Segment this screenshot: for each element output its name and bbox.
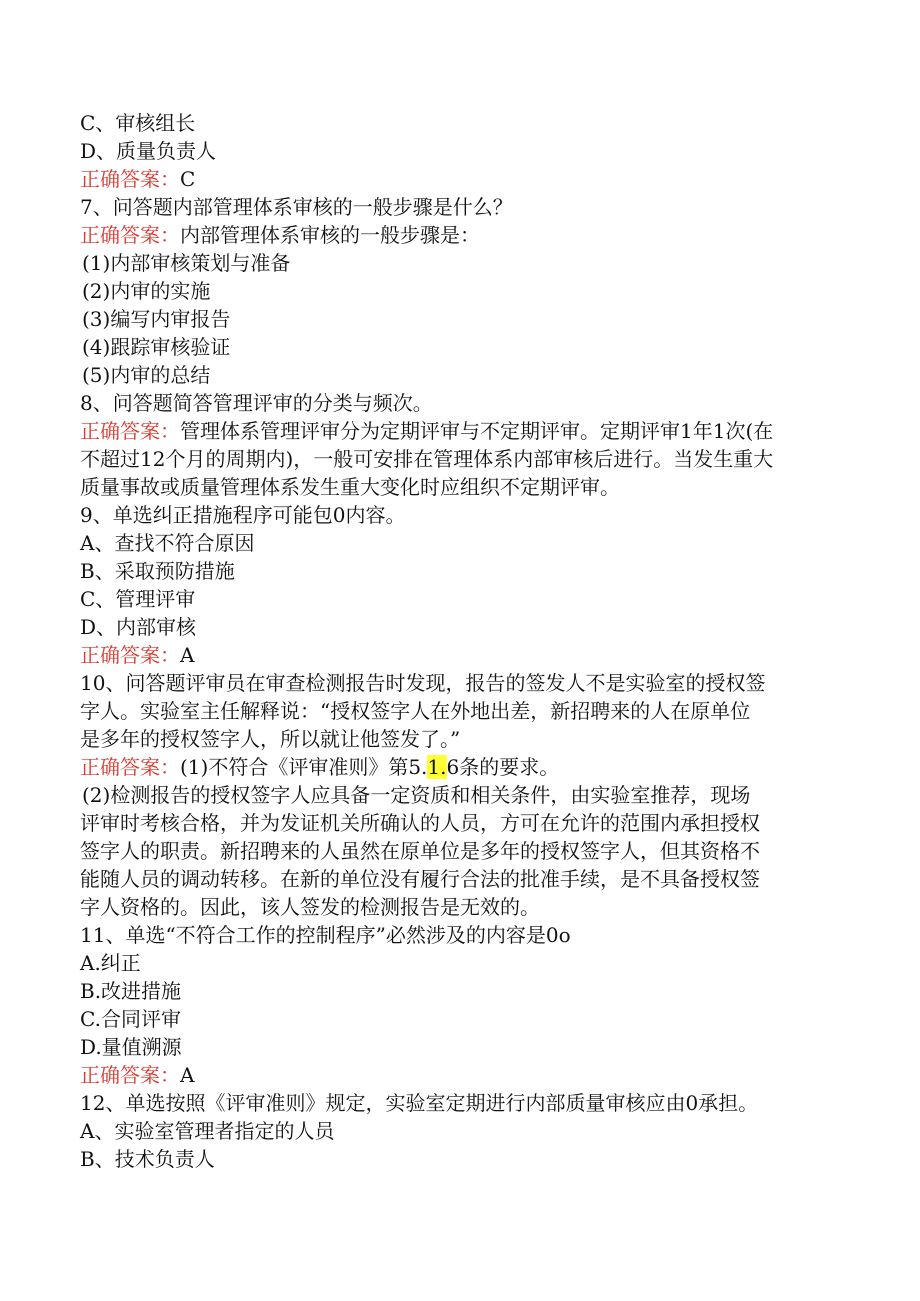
- q11-option-d: D.量值溯源: [80, 1035, 182, 1059]
- q12-option-a: A、实验室管理者指定的人员: [80, 1119, 335, 1143]
- q7-step: (1)内部审核策划与准备: [82, 251, 291, 275]
- document-body: [80, 109, 840, 1173]
- q10-question-cont: 是多年的授权签字人，所以就让他签发了。”: [80, 727, 461, 751]
- answer-text: 内部管理体系审核的一般步骤是：: [180, 223, 480, 247]
- q11-option-b: B.改进措施: [80, 979, 182, 1003]
- q10-answer-cont: 字人资格的。因此，该人签发的检测报告是无效的。: [80, 895, 540, 919]
- q11-option-a: A.纠正: [80, 951, 141, 975]
- q6-option-d: D、质量负责人: [80, 139, 217, 163]
- highlighted-text: 1.: [427, 755, 447, 779]
- q7-step: (2)内审的实施: [82, 279, 211, 303]
- answer-text: 6条的要求。: [446, 755, 560, 779]
- answer-label: 正确答案：: [80, 223, 180, 247]
- q11-question: 11、单选“不符合工作的控制程序”必然涉及的内容是0o: [80, 923, 571, 947]
- q8-answer-cont: 不超过12个月的周期内)，一般可安排在管理体系内部审核后进行。当发生重大: [80, 447, 774, 471]
- answer-text: 管理体系管理评审分为定期评审与不定期评审。定期评审1年1次(在: [180, 419, 774, 443]
- q8-answer: [80, 417, 840, 445]
- answer-text: (1)不符合《评审准则》第5.: [180, 755, 428, 779]
- q9-answer: [80, 641, 840, 669]
- q7-question: 7、问答题内部管理体系审核的一般步骤是什么？: [80, 195, 513, 219]
- answer-label: 正确答案：: [80, 643, 180, 667]
- q6-answer: [80, 165, 840, 193]
- answer-label: 正确答案：: [80, 1063, 180, 1087]
- q11-answer: [80, 1061, 840, 1089]
- q12-question: 12、单选按照《评审准则》规定，实验室定期进行内部质量审核应由0承担。: [80, 1091, 759, 1115]
- q12-option-b: B、技术负责人: [80, 1147, 215, 1171]
- answer-value: C: [180, 167, 196, 191]
- q9-question: 9、单选纠正措施程序可能包0内容。: [80, 503, 406, 527]
- q10-question-cont: 字人。实验室主任解释说：“授权签字人在外地出差，新招聘来的人在原单位: [80, 699, 751, 723]
- q10-question: 10、问答题评审员在审查检测报告时发现，报告的签发人不是实验室的授权签: [80, 671, 766, 695]
- answer-label: 正确答案：: [80, 167, 180, 191]
- q8-answer-cont: 质量事故或质量管理体系发生重大变化时应组织不定期评审。: [80, 475, 620, 499]
- q10-answer-cont: (2)检测报告的授权签字人应具备一定资质和相关条件，由实验室推荐，现场: [82, 783, 751, 807]
- q7-step: (5)内审的总结: [82, 363, 211, 387]
- answer-label: 正确答案：: [80, 755, 180, 779]
- q7-answer: [80, 221, 840, 249]
- q9-option-b: B、采取预防措施: [80, 559, 235, 583]
- q10-answer-cont: 能随人员的调动转移。在新的单位没有履行合法的批准手续，是不具备授权签: [80, 867, 760, 891]
- q8-question: 8、问答题简答管理评审的分类与频次。: [80, 391, 433, 415]
- q10-answer: [80, 753, 840, 781]
- answer-value: A: [180, 1063, 195, 1087]
- q9-option-a: A、查找不符合原因: [80, 531, 255, 555]
- q9-option-d: D、内部审核: [80, 615, 197, 639]
- q7-step: (4)跟踪审核验证: [82, 335, 231, 359]
- q11-option-c: C.合同评审: [80, 1007, 181, 1031]
- q7-step: (3)编写内审报告: [82, 307, 231, 331]
- q10-answer-cont: 签字人的职责。新招聘来的人虽然在原单位是多年的授权签字人，但其资格不: [80, 839, 760, 863]
- q10-answer-cont: 评审时考核合格，并为发证机关所确认的人员，方可在允许的范围内承担授权: [80, 811, 760, 835]
- q9-option-c: C、管理评审: [80, 587, 196, 611]
- answer-value: A: [180, 643, 195, 667]
- q6-option-c: C、审核组长: [80, 111, 196, 135]
- answer-label: 正确答案：: [80, 419, 180, 443]
